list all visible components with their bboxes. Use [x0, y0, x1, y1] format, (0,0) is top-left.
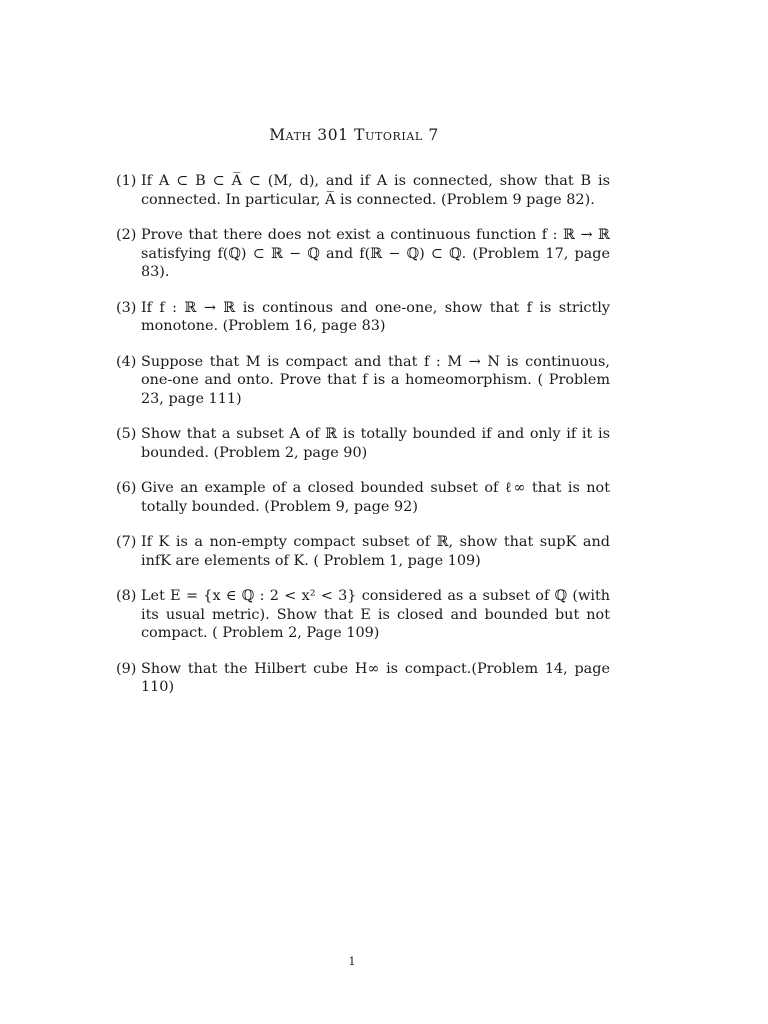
problem-item-9 — [116, 660, 610, 697]
problem-number: (4) — [116, 353, 137, 370]
page-number: 1 — [348, 955, 356, 968]
problem-number: (1) — [116, 173, 137, 189]
problem-item-4 — [116, 353, 610, 409]
problem-item-8 — [116, 587, 610, 643]
problem-number: (5) — [116, 426, 137, 442]
problem-number: (6) — [116, 480, 137, 496]
problem-number: (9) — [116, 660, 137, 677]
problem-text: Suppose that M is compact and that f : M → N is continuous, one-one and onto. Prove that f is a homeomorphism. ( Problem 23, page 111) — [141, 353, 610, 407]
problem-text: Show that a subset A of ℝ is totally bounded if and only if it is bounded. (Problem 2, page 90) — [141, 426, 610, 461]
page-title: Math 301 Tutorial 7 — [269, 126, 439, 144]
problem-text: If K is a non-empty compact subset of ℝ, show that supK and infK are elements of K. ( Problem 1, page 109) — [141, 534, 610, 569]
problem-text: If A ⊂ B ⊂ A̅ ⊂ (M, d), and if A is connected, show that B is connected. In particular, A̅ is connected. (Problem 9 page 82). — [141, 173, 610, 208]
problem-number: (8) — [116, 588, 137, 604]
problem-number: (7) — [116, 534, 137, 550]
problem-text: Give an example of a closed bounded subset of ℓ∞ that is not totally bounded. (Problem 9, page 92) — [141, 480, 610, 515]
problem-item-1 — [116, 172, 610, 209]
problem-text: Let E = {x ∈ ℚ : 2 < x² < 3} considered as a subset of ℚ (with its usual metric). Show that E is closed and bounded but not compact. ( Problem 2, Page 109) — [141, 588, 610, 641]
problem-number: (2) — [116, 227, 137, 243]
problem-text: If f : ℝ → ℝ is continous and one-one, show that f is strictly monotone. (Problem 16, page 83) — [141, 299, 610, 334]
problem-item-7 — [116, 533, 610, 570]
problem-item-6 — [116, 479, 610, 516]
problem-item-3 — [116, 299, 610, 336]
problem-text: Show that the Hilbert cube H∞ is compact.(Problem 14, page 110) — [141, 660, 610, 695]
problem-text: Prove that there does not exist a continuous function f : ℝ → ℝ satisfying f(ℚ) ⊂ ℝ − ℚ and f(ℝ − ℚ) ⊂ ℚ. (Problem 17, page 83). — [141, 227, 610, 280]
problem-item-2 — [116, 226, 610, 282]
problem-list — [116, 172, 610, 714]
problem-number: (3) — [116, 299, 137, 316]
problem-item-5 — [116, 425, 610, 462]
